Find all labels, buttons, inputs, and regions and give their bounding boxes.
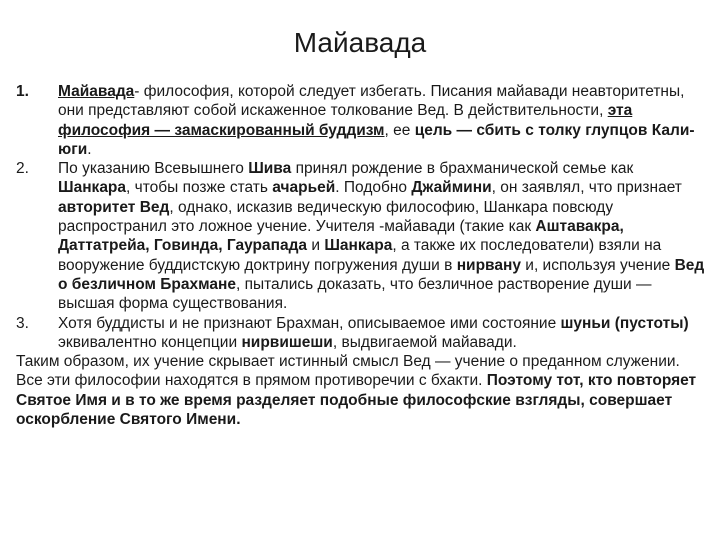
slide-body	[16, 82, 706, 429]
page-title: Майавада	[293, 27, 427, 58]
emphasized-text: Майавада	[58, 83, 135, 100]
item-text	[58, 315, 689, 351]
emphasized-text: Джаймини	[411, 179, 492, 197]
list-item-1	[16, 82, 706, 159]
body-text: , а также их последователи) взяли на вооружение буддистскую доктрину погружения души в	[58, 237, 662, 274]
emphasized-text: цель — сбить с толку глупцов Кали-юги	[58, 121, 695, 158]
body-text: .	[87, 140, 92, 158]
emphasized-text: Вед о безличном Брахмане	[58, 256, 705, 293]
body-text: и, используя учение	[520, 256, 675, 274]
emphasized-text: Аштавакра, Даттатрейа, Говинда, Гаурапада	[58, 218, 624, 255]
body-text: Хотя буддисты и не признают Брахман, описываемое ими состояние	[58, 314, 561, 332]
body-text: . Подобно	[335, 179, 412, 197]
body-text: принял рождение в брахманической семье как	[291, 160, 634, 178]
body-text: и	[307, 237, 325, 255]
body-text: , пытались доказать, что безличное растворение души — высшая форма существования.	[58, 275, 652, 313]
body-text: Таким образом, их учение скрывает истинный смысл Вед — учение о преданном служении. Все эти философии находятся в прямом противоречии с бхакти.	[16, 353, 680, 390]
emphasized-text: Шива	[248, 160, 292, 178]
emphasized-phrase	[58, 83, 134, 100]
emphasized-text: Поэтому тот, кто повторяет Святое Имя и в то же время разделяет подобные философские взгляды, совершает оскорбление Святого Имени.	[16, 372, 697, 429]
body-text: - философия, которой следует избегать. Писания майавади неавторитетны, они представляют собой искаженное толкование Вед. В действительности,	[58, 83, 685, 120]
body-text: , чтобы позже стать	[126, 179, 273, 197]
item-text	[58, 83, 695, 158]
body-text: эквивалентно концепции	[58, 333, 242, 351]
list-item-2	[16, 159, 706, 313]
body-text: , он заявлял, что признает	[491, 179, 682, 197]
closing-paragraph	[16, 352, 706, 429]
emphasized-text: шуньи (пустоты)	[560, 314, 689, 332]
body-text: , однако, исказив ведическую философию, Шанкара повсюду распространил это ложное учение. Учителя -майавади (такие как	[58, 198, 614, 236]
body-text: , выдвигаемой майавади.	[332, 333, 517, 351]
body-text: По указанию Всевышнего	[58, 160, 249, 178]
body-text: , ее	[384, 121, 415, 139]
emphasized-text: Шанкара	[324, 237, 393, 255]
item-number: 2.	[16, 160, 29, 178]
emphasized-text: нирвану	[456, 256, 521, 274]
emphasized-text: ачарьей	[272, 179, 336, 197]
emphasized-text: эта философия — замаскированный буддизм	[58, 102, 633, 139]
list-item-3	[16, 314, 706, 353]
emphasized-text: нирвишеши	[241, 333, 333, 351]
item-number: 1.	[16, 83, 29, 100]
emphasized-text: Шанкара	[58, 179, 127, 197]
emphasized-text: авторитет Вед	[58, 198, 170, 216]
item-text	[58, 160, 704, 312]
item-number: 3.	[16, 314, 29, 332]
